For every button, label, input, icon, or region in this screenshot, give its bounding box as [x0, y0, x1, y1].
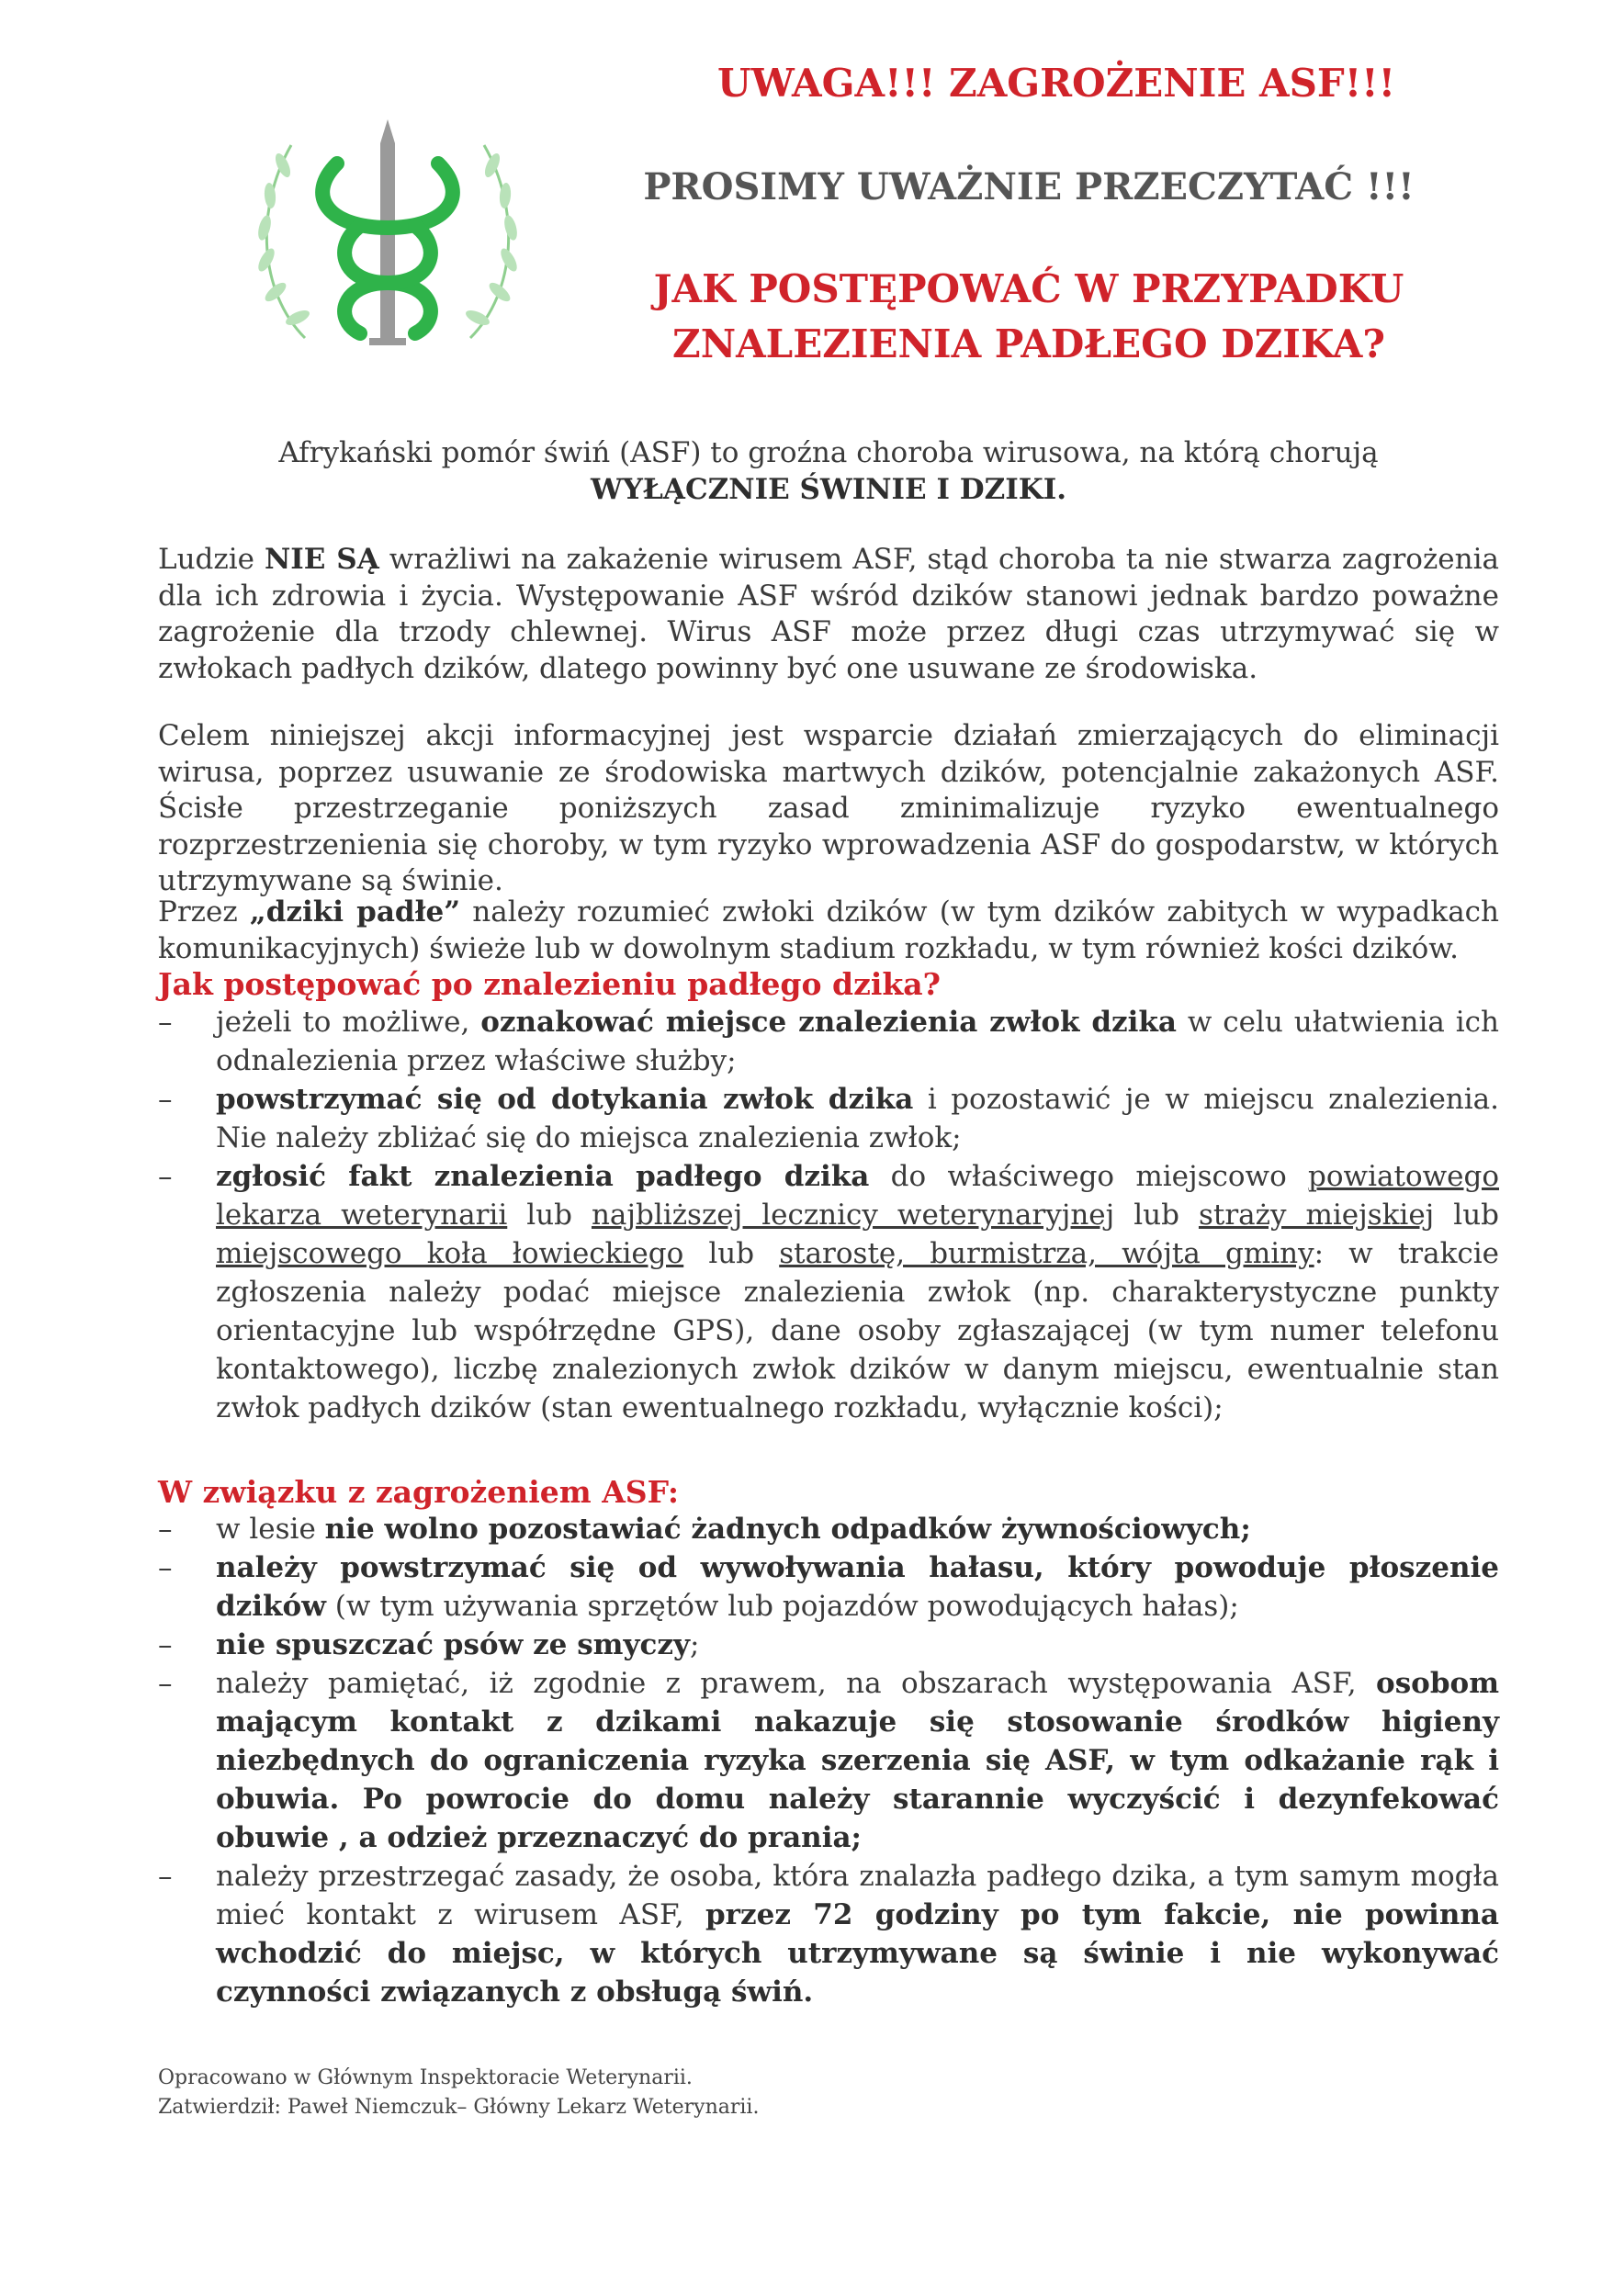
warning-heading: UWAGA!!! ZAGROŻENIE ASF!!!	[716, 61, 1396, 106]
authority-vet-clinic: najbliższej lecznicy weterynaryjnej	[591, 1199, 1115, 1232]
authority-vet-officer: powiatowego lekarza weterynarii	[216, 1160, 1499, 1232]
list-item	[158, 1080, 1499, 1157]
please-read-heading: PROSIMY UWAŻNIE PRZECZYTAĆ !!!	[643, 165, 1415, 208]
item-text: lub	[683, 1237, 780, 1270]
paragraph-emphasis: „dziki padłe”	[249, 895, 461, 929]
item-text: lub	[1434, 1199, 1500, 1232]
item-emphasis: oznakować miejsce znalezienia zwłok dzika	[480, 1006, 1177, 1039]
authority-city-guard: straży miejskiej	[1198, 1199, 1435, 1232]
intro-paragraph	[158, 435, 1499, 508]
item-text: jeżeli to możliwe,	[216, 1006, 481, 1039]
footer-prepared-by: Opracowano w Głównym Inspektoracie Weterynarii.	[158, 2066, 693, 2089]
paragraph-goal: Celem niniejszej akcji informacyjnej jest wsparcie działań zmierzających do eliminacji wirusa, poprzez usuwanie ze środowiska martwych dzików, potencjalnie zakażonych ASF. Ścisłe przestrzeganie poniższych zasad zminimalizuje ryzyko ewentualnego rozprzestrzenienia się choroby, w tym ryzyko wprowadzenia ASF do gospodarstw, w których utrzymywane są świnie.	[158, 719, 1499, 897]
footer-approved-by: Zatwierdził: Paweł Niemczuk– Główny Lekarz Weterynarii.	[158, 2096, 760, 2119]
dash-bullet: –	[158, 1006, 173, 1039]
caduceus-wreath-icon	[241, 108, 535, 384]
paragraph-humans	[158, 542, 1499, 687]
paragraph-text: należy rozumieć zwłoki dzików (w tym dzików zabitych w wypadkach komunikacyjnych) świeże lub w dowolnym stadium rozkładu, w tym również kości dzików.	[158, 895, 1499, 965]
item-emphasis: należy powstrzymać się od wywoływania hałasu, który powoduje płoszenie dzików	[216, 1551, 1499, 1623]
section-heading-procedure: Jak postępować po znalezieniu padłego dzika?	[158, 966, 941, 1002]
authority-hunting-club: miejscowego koła łowieckiego	[216, 1237, 684, 1270]
paragraph-text: Przez	[158, 895, 250, 929]
veterinary-inspection-logo	[241, 108, 535, 384]
item-text: w celu ułatwienia ich odnalezienia przez właściwe służby;	[216, 1006, 1499, 1077]
intro-emphasis: WYŁĄCZNIE ŚWINIE I DZIKI.	[590, 472, 1067, 506]
list-item	[158, 1510, 1499, 1548]
item-text: lub	[507, 1199, 592, 1232]
procedure-list	[158, 1003, 1499, 1427]
item-text: lub	[1114, 1199, 1199, 1232]
item-emphasis: nie wolno pozostawiać żadnych odpadków żywnościowych;	[324, 1513, 1251, 1546]
item-emphasis: zgłosić fakt znalezienia padłego dzika	[216, 1160, 870, 1193]
list-item	[158, 1003, 1499, 1080]
list-item	[158, 1626, 1499, 1664]
dash-bullet: –	[158, 1083, 173, 1116]
dash-bullet: –	[158, 1628, 173, 1661]
item-text: do właściwego miejscowo	[869, 1160, 1309, 1193]
item-text: należy przestrzegać zasady, że osoba, która znalazła padłego dzika, a tym samym mogła mieć kontakt z wirusem ASF,	[216, 1860, 1499, 1931]
item-emphasis: przez 72 godziny po tym fakcie, nie powinna wchodzić do miejsc, w których utrzymywane są świnie i nie wykonywać czynności związanych z obsługą świń.	[216, 1898, 1499, 2009]
paragraph-text: Ludzie	[158, 543, 265, 576]
list-item	[158, 1664, 1499, 1857]
list-item	[158, 1548, 1499, 1626]
dash-bullet: –	[158, 1667, 173, 1700]
dash-bullet: –	[158, 1160, 173, 1193]
paragraph-text: wrażliwi na zakażenie wirusem ASF, stąd choroba ta nie stwarza zagrożenia dla ich zdrowia i życia. Występowanie ASF wśród dzików stanowi jednak bardzo poważne zagrożenie dla trzody chlewnej. Wirus ASF może przez długi czas utrzymywać się w zwłokach padłych dzików, dlatego powinny być one usuwane ze środowiska.	[158, 543, 1500, 685]
item-text: i pozostawić je w miejscu znalezienia. Nie należy zbliżać się do miejsca znalezienia zwłok;	[216, 1083, 1500, 1154]
paragraph-emphasis: NIE SĄ	[264, 543, 379, 576]
paragraph-definition	[158, 895, 1499, 967]
intro-line1: Afrykański pomór świń (ASF) to groźna choroba wirusowa, na którą chorują	[278, 436, 1379, 469]
threat-rules-list	[158, 1510, 1499, 2011]
list-item	[158, 1157, 1499, 1427]
authority-local-officials: starostę, burmistrza, wójta gminy	[779, 1237, 1314, 1270]
question-heading-line1: JAK POSTĘPOWAĆ W PRZYPADKU	[653, 266, 1404, 311]
question-heading-line2: ZNALEZIENIA PADŁEGO DZIKA?	[672, 321, 1385, 366]
item-text: w lesie	[216, 1513, 325, 1546]
section-heading-threat: W związku z zagrożeniem ASF:	[158, 1474, 680, 1510]
item-emphasis: osobom mającym kontakt z dzikami nakazuje się stosowanie środków higieny niezbędnych do ograniczenia ryzyka szerzenia się ASF, w tym odkażanie rąk i obuwia. Po powrocie do domu należy starannie wyczyścić i dezynfekować obuwie , a odzież przeznaczyć do prania;	[216, 1667, 1499, 1854]
item-emphasis: nie spuszczać psów ze smyczy	[216, 1628, 690, 1661]
item-text: należy pamiętać, iż zgodnie z prawem, na obszarach występowania ASF,	[216, 1667, 1377, 1700]
item-text: (w tym używania sprzętów lub pojazdów powodujących hałas);	[325, 1590, 1239, 1623]
item-text: : w trakcie zgłoszenia należy podać miejsce znalezienia zwłok (np. charakterystyczne punkty orientacyjne lub współrzędne GPS), dane osoby zgłaszającej (w tym numer telefonu kontaktowego), liczbę znalezionych zwłok dzików w danym miejscu, ewentualnie stan zwłok padłych dzików (stan ewentualnego rozkładu, wyłącznie kości);	[216, 1237, 1500, 1424]
item-text: ;	[689, 1628, 700, 1661]
list-item	[158, 1857, 1499, 2011]
dash-bullet: –	[158, 1860, 173, 1893]
intro-line2	[158, 472, 1499, 509]
dash-bullet: –	[158, 1513, 173, 1546]
dash-bullet: –	[158, 1551, 173, 1584]
item-emphasis: powstrzymać się od dotykania zwłok dzika	[216, 1083, 914, 1116]
